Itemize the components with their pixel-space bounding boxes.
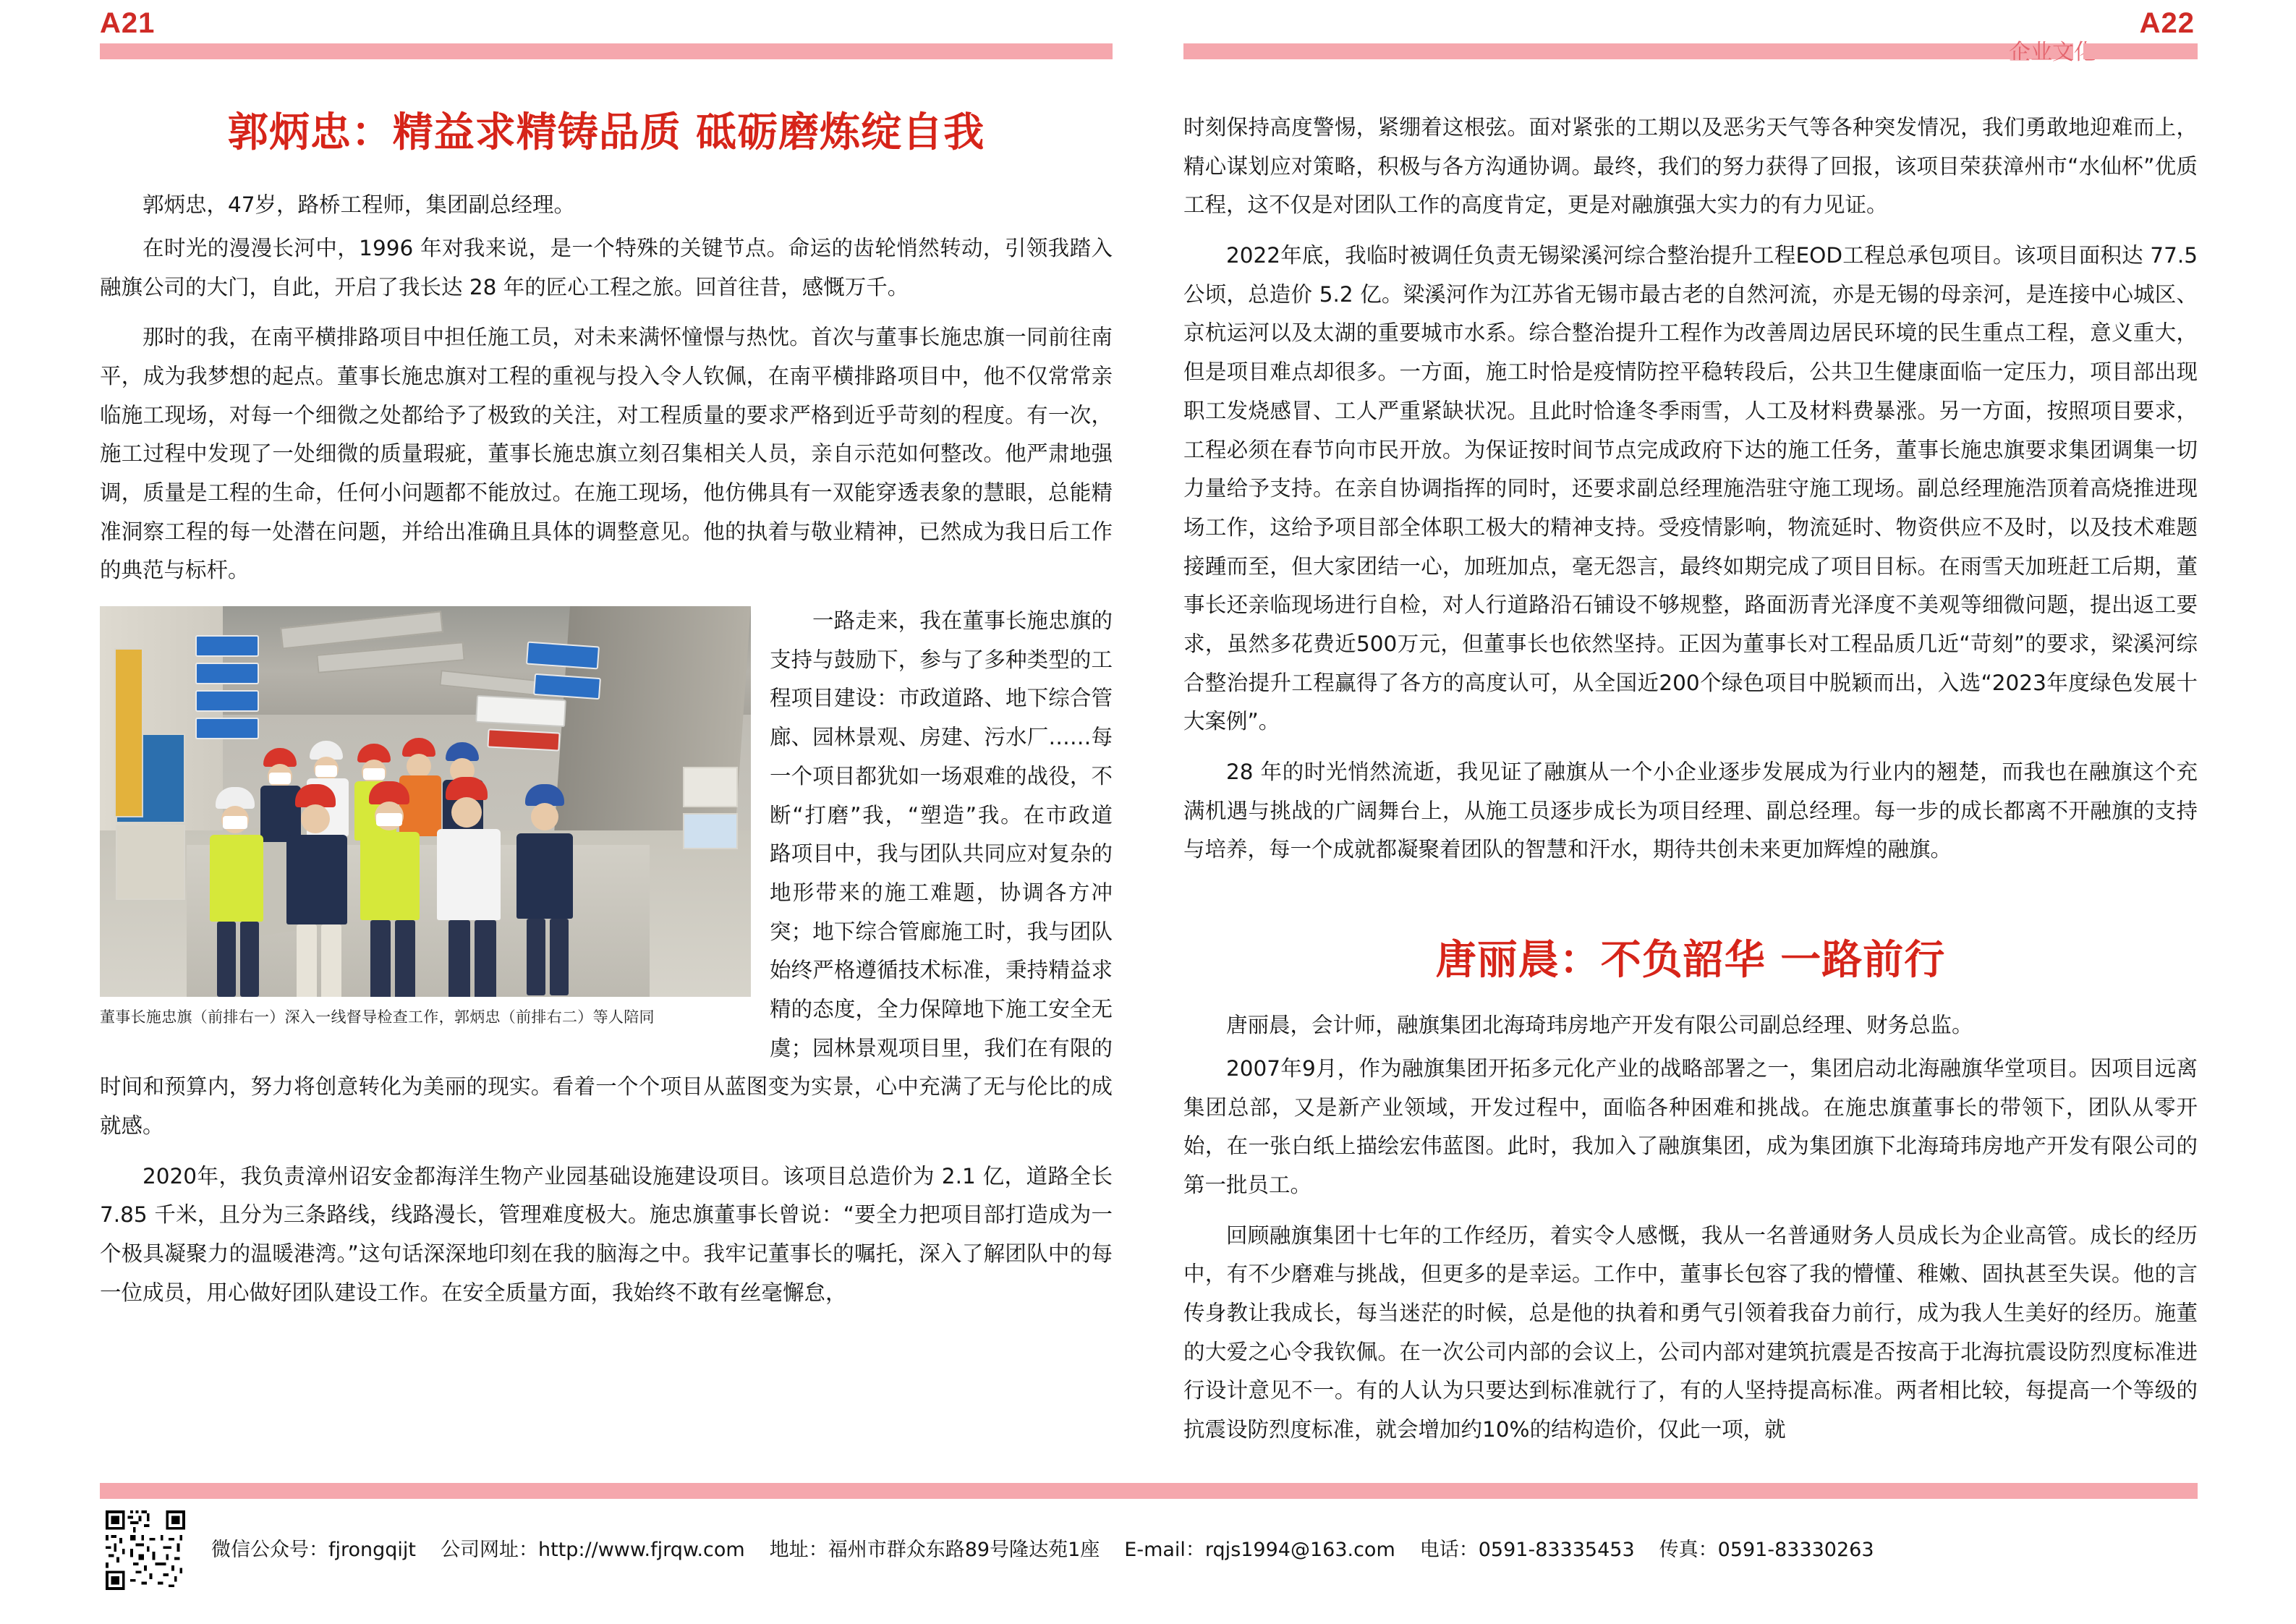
article-headline-guo: 郭炳忠：精益求精铸品质 砥砺磨炼绽自我 <box>227 109 985 156</box>
photo-caption: 董事长施忠旗（前排右一）深入一线督导检查工作，郭炳忠（前排右二）等人陪同 <box>100 1008 655 1026</box>
paragraph-1996: 在时光的漫漫长河中，1996 年对我来说，是一个特殊的关键节点。命运的齿轮悄然转动，引领我踏入融旗公司的大门，自此，开启了我长达 28 年的匠心工程之旅。回首往昔，感慨万千。 <box>100 235 1113 299</box>
footer-wechat-label: 微信公众号： <box>211 1539 328 1561</box>
paragraph-bio: 郭炳忠，47岁，路桥工程师，集团副总经理。 <box>143 192 576 218</box>
right-column <box>1183 109 2198 1461</box>
qr-code-icon <box>106 1510 185 1590</box>
footer-website-label: 公司网址： <box>441 1539 539 1561</box>
article-headline-tang: 唐丽晨：不负韶华 一路前行 <box>1435 937 1946 985</box>
page-footer <box>0 1483 2296 1624</box>
left-column <box>100 109 1113 1324</box>
footer-rule <box>100 1483 2198 1499</box>
footer-website-value[interactable]: http://www.fjrqw.com <box>538 1539 745 1561</box>
paragraph-review: 回顾融旗集团十七年的工作经历，着实令人感慨，我从一名普通财务人员成长为企业高管。成长的经历中，有不少磨难与挑战，但更多的是幸运。工作中，董事长包容了我的懵懂、稚嫩、固执甚至失误。他的言传身教让我成长，每当迷茫的时候，总是他的执着和勇气引领着我奋力前行，成为我人生美好的经历。施董的大爱之心令我钦佩。在一次公司内部的会议上，公司内部对建筑抗震是否按高于北海抗震设防烈度标准进行设计意见不一。有的人认为只要达到标准就行了，有的人坚持提高标准。两者相比较，每提高一个等级的抗震设防烈度标准，就会增加约10%的结构造价，仅此一项，就 <box>1183 1223 2198 1442</box>
footer-contact-line <box>211 1534 1874 1562</box>
footer-email-label: E-mail： <box>1124 1539 1205 1561</box>
paragraph-projects: 一路走来，我在董事长施忠旗的支持与鼓励下，参与了多种类型的工程项目建设：市政道路、地下综合管廊、园林景观、房建、污水厂……每一个项目都犹如一场艰难的战役，不断“打磨”我，“塑造”我。在市政道路项目中，我与团队共同应对复杂的地形带来的施工难题，协调各方冲突；地下综合管廊施工时，我与团队始终严格遵循技术标准，秉持精益求精的态度，全力保障地下施工安全无虞；园林景观项目里，我们在有限的时间和预算内，努力将创意转化为美丽的现实。看着一个个项目从蓝图变为实景，心中充满了无与伦比的成就感。 <box>100 608 1113 1138</box>
footer-fax-value: 0591-83330263 <box>1717 1539 1874 1561</box>
footer-email-value[interactable]: rqjs1994@163.com <box>1204 1539 1395 1561</box>
paragraph-bio-tang: 唐丽晨，会计师，融旗集团北海琦玮房地产开发有限公司副总经理、财务总监。 <box>1226 1013 1973 1038</box>
paragraph-2020-cont: 时刻保持高度警惕，紧绷着这根弦。面对紧张的工期以及恶劣天气等各种突发情况，我们勇敢地迎难而上，精心谋划应对策略，积极与各方沟通协调。最终，我们的努力获得了回报，该项目荣获漳州市“水仙杯”优质工程，这不仅是对团队工作的高度肯定，更是对融旗强大实力的有力见证。 <box>1183 115 2198 218</box>
folio-left: A21 <box>100 7 156 39</box>
paragraph-2020: 2020年，我负责漳州诏安金都海洋生物产业园基础设施建设项目。该项目总造价为 2.1 亿，道路全长 7.85 千米，且分为三条路线，线路漫长，管理难度极大。施忠旗董事长曾说：“要全力把项目部打造成为一个极具凝聚力的温暖港湾。”这句话深深地印刻在我的脑海之中。我牢记董事长的嘱托，深入了解团队中的每一位成员，用心做好团队建设工作。在安全质量方面，我始终不敢有丝毫懈怠， <box>100 1163 1113 1305</box>
folio-right: A22 <box>2139 7 2195 39</box>
paragraph-nanping: 那时的我，在南平横排路项目中担任施工员，对未来满怀憧憬与热忱。首次与董事长施忠旗一同前往南平，成为我梦想的起点。董事长施忠旗对工程的重视与投入令人钦佩，在南平横排路项目中，他不仅常常亲临施工现场，对每一个细微之处都给予了极致的关注，对工程质量的要求严格到近乎苛刻的程度。有一次，施工过程中发现了一处细微的质量瑕疵，董事长施忠旗立刻召集相关人员，亲自示范如何整改。他严肃地强调，质量是工程的生命，任何小问题都不能放过。在施工现场，他仿佛具有一双能穿透表象的慧眼，总能精准洞察工程的每一处潜在问题，并给出准确且具体的调整意见。他的执着与敬业精神，已然成为我日后工作的典范与标杆。 <box>100 325 1113 583</box>
paragraph-2007: 2007年9月，作为融旗集团开拓多元化产业的战略部署之一，集团启动北海融旗华堂项目。因项目远离集团总部，又是新产业领域，开发过程中，面临各种困难和挑战。在施忠旗董事长的带领下，团队从零开始，在一张白纸上描绘宏伟蓝图。此时，我加入了融旗集团，成为集团旗下北海琦玮房地产开发有限公司的第一批员工。 <box>1183 1055 2198 1197</box>
footer-phone-label: 电话： <box>1419 1539 1479 1561</box>
footer-address-value: 福州市群众东路89号隆达苑1座 <box>828 1539 1100 1561</box>
paragraph-2022: 2022年底，我临时被调任负责无锡梁溪河综合整治提升工程EOD工程总承包项目。该项目面积达 77.5 公顷，总造价 5.2 亿。梁溪河作为江苏省无锡市最古老的自然河流，亦是无锡的母亲河，是连接中心城区、京杭运河以及太湖的重要城市水系。综合整治提升工程作为改善周边居民环境的民生重点工程，意义重大，但是项目难点却很多。一方面，施工时恰是疫情防控平稳转段后，公共卫生健康面临一定压力，项目部出现职工发烧感冒、工人严重紧缺状况。且此时恰逢冬季雨雪，人工及材料费暴涨。另一方面，按照项目要求，工程必须在春节向市民开放。为保证按时间节点完成政府下达的施工任务，董事长施忠旗要求集团调集一切力量给予支持。在亲自协调指挥的同时，还要求副总经理施浩驻守施工现场。副总经理施浩顶着高烧推进现场工作，这给予项目部全体职工极大的精神支持。受疫情影响，物流延时、物资供应不及时，以及技术难题接踵而至，但大家团结一心，加班加点，毫无怨言，最终如期完成了项目目标。在雨雪天加班赶工后期，董事长还亲临现场进行自检，对人行道路沿石铺设不够规整，路面沥青光泽度不美观等细微问题，提出返工要求，虽然多花费近500万元，但董事长也依然坚持。正因为董事长对工程品质几近“苛刻”的要求，梁溪河综合整治提升工程赢得了各方的高度认可，从全国近200个绿色项目中脱颖而出，入选“2023年度绿色发展十大案例”。 <box>1183 243 2198 734</box>
footer-address-label: 地址： <box>769 1539 828 1561</box>
header-rule-right-cap <box>2083 43 2198 59</box>
header-rule-right <box>1183 43 2073 59</box>
photo-site-inspection <box>100 606 751 997</box>
photo-figure <box>100 606 751 1027</box>
paragraph-conclusion: 28 年的时光悄然流逝，我见证了融旗从一个小企业逐步发展成为行业内的翘楚，而我也在融旗这个充满机遇与挑战的广阔舞台上，从施工员逐步成长为项目经理、副总经理。每一步的成长都离不开融旗的支持与培养，每一个成就都凝聚着团队的智慧和汗水，期待共创未来更加辉煌的融旗。 <box>1183 760 2198 862</box>
footer-fax-label: 传真： <box>1659 1539 1718 1561</box>
page-header <box>0 0 2296 87</box>
header-rule-left <box>100 43 1113 59</box>
footer-phone-value: 0591-83335453 <box>1478 1539 1635 1561</box>
footer-wechat-value: fjrongqijt <box>328 1539 417 1561</box>
